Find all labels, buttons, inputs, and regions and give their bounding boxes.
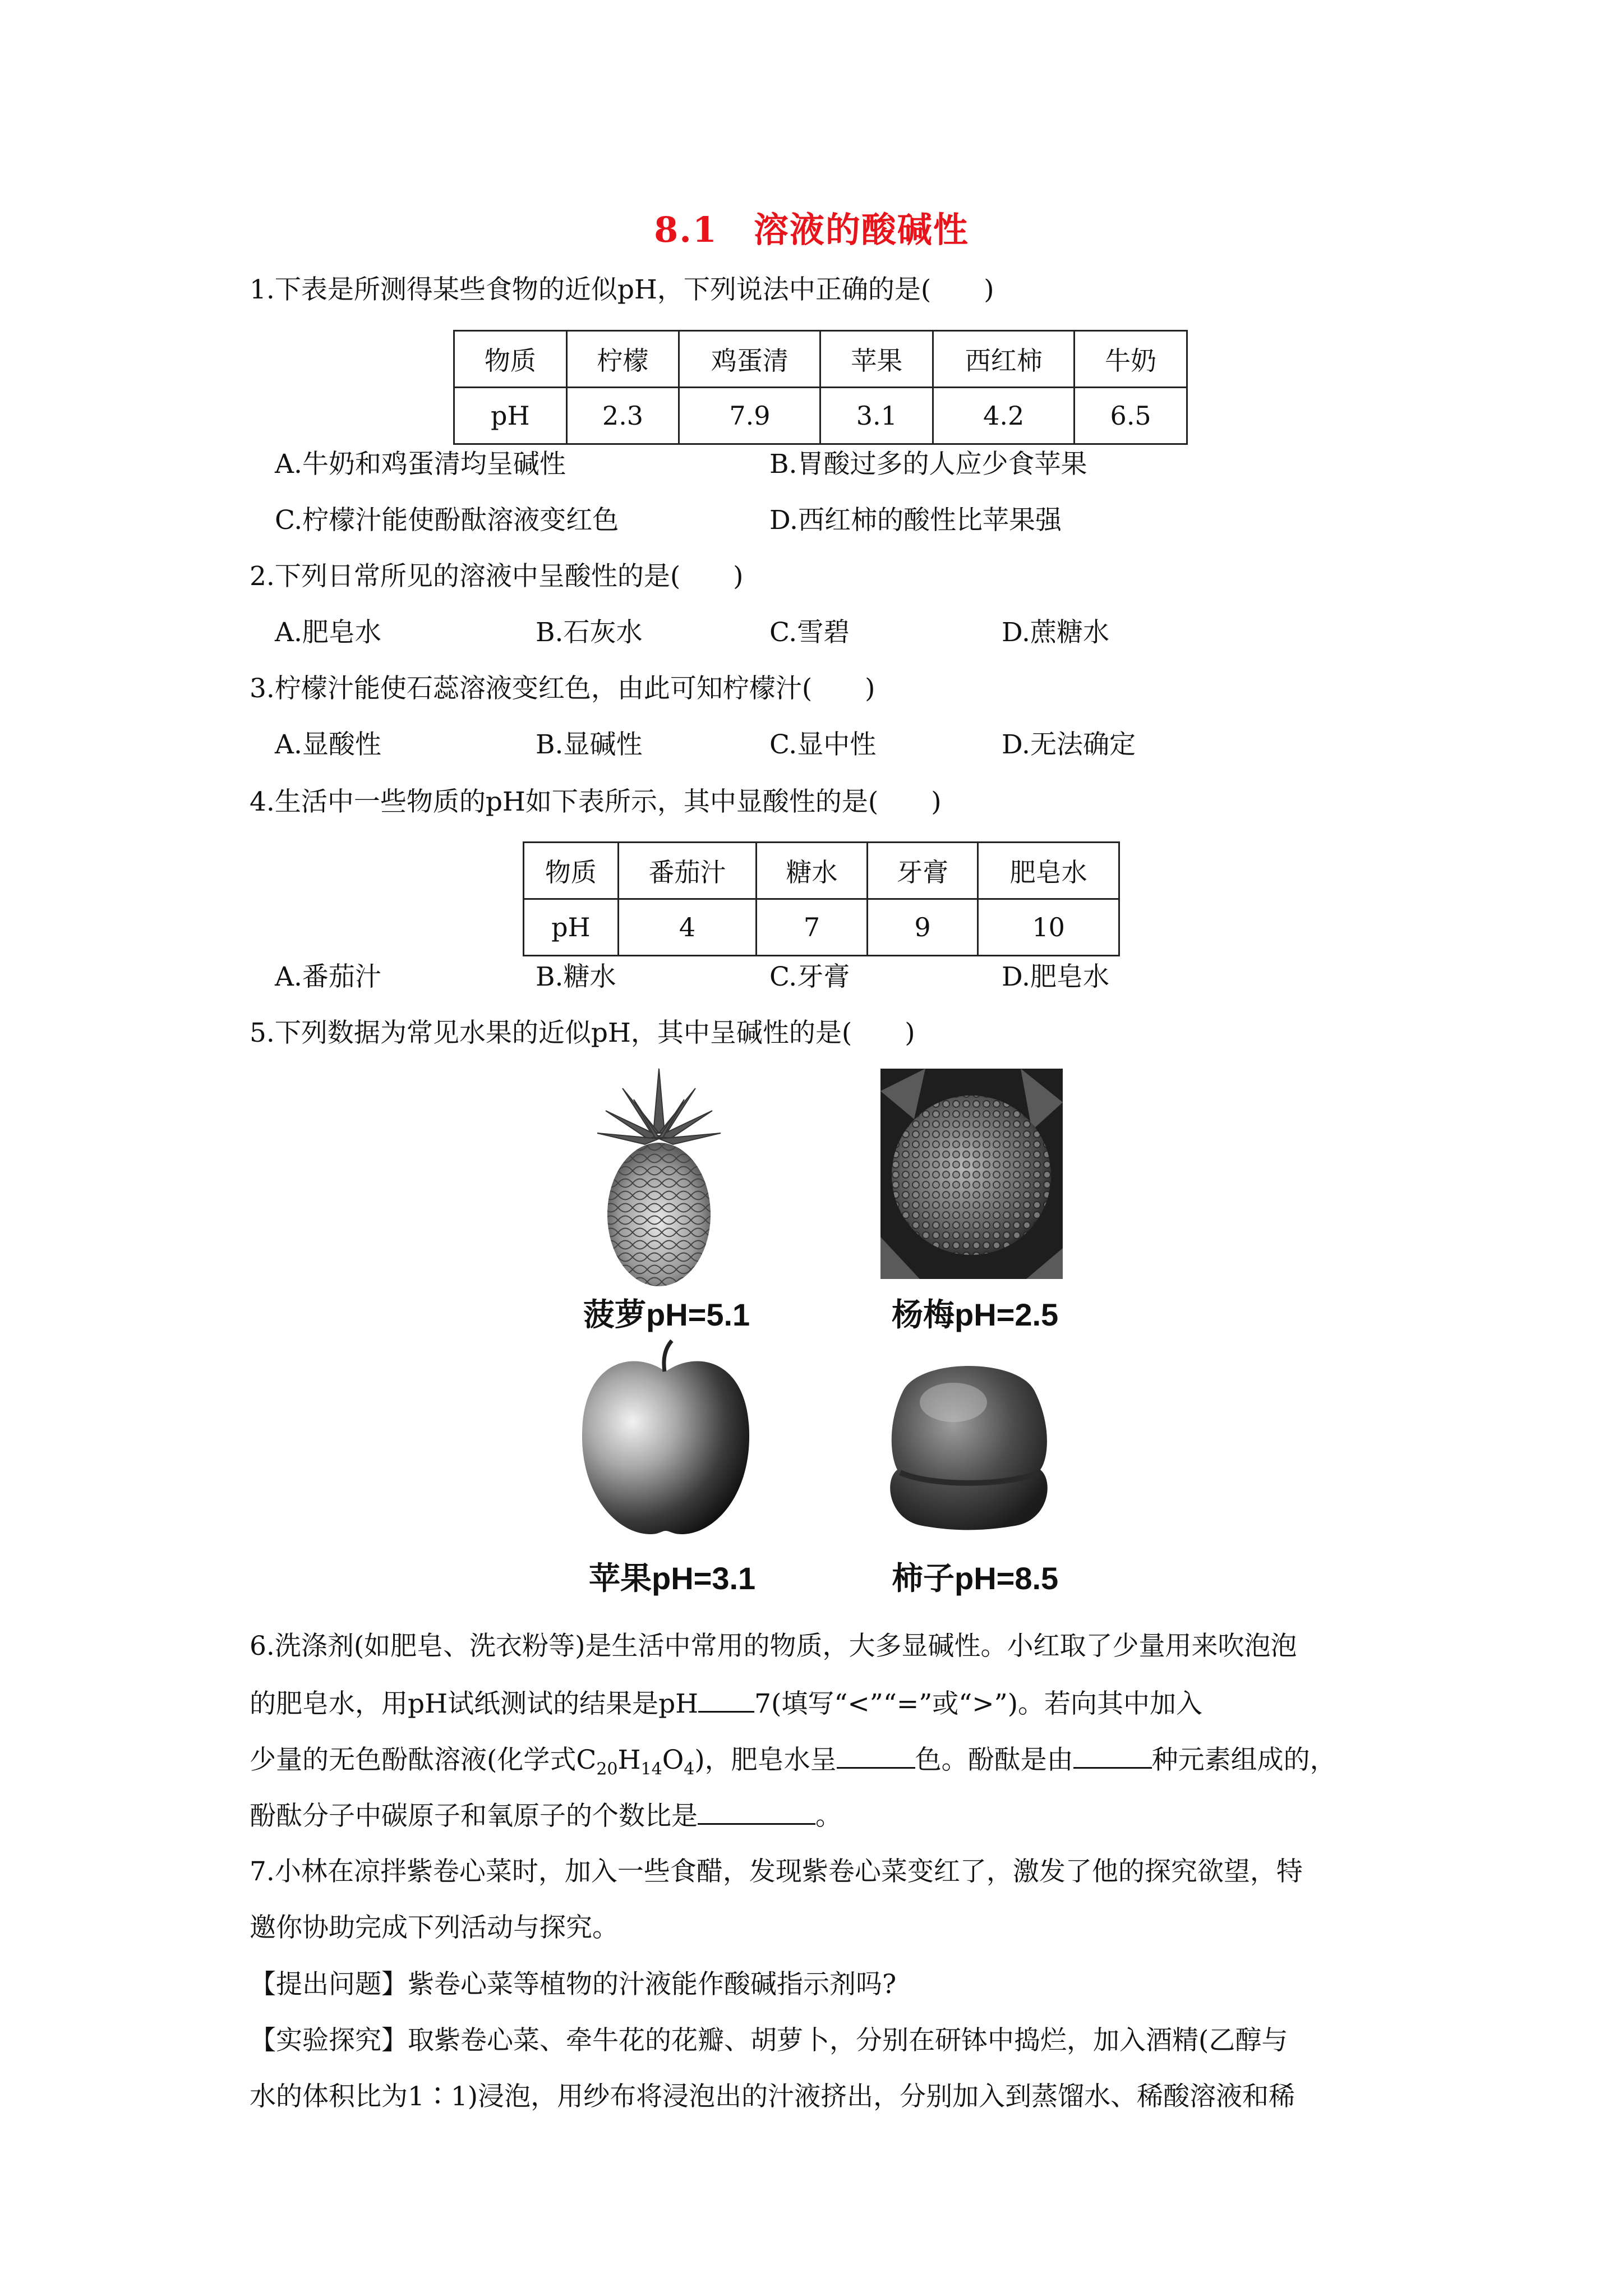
q6-text: 色。酚酞是由 [915, 1745, 1073, 1775]
table-row [524, 899, 1119, 956]
q6-text: H [617, 1745, 641, 1775]
apple-label: 苹果pH=3.1 [589, 1561, 756, 1596]
table-cell: 番茄汁 [618, 843, 756, 899]
persimmon-label: 柿子pH=8.5 [892, 1561, 1059, 1596]
table-row [454, 388, 1187, 444]
table-row [454, 331, 1187, 388]
table-cell: pH [524, 899, 619, 956]
q2-option-d[interactable]: D.蔗糖水 [1002, 617, 1109, 648]
q6-text: 7(填写“<”“=”或“>”)。若向其中加入 [754, 1688, 1203, 1719]
table-cell: 牙膏 [867, 843, 978, 899]
q3-option-c[interactable]: C.显中性 [769, 729, 877, 760]
bayberry-image [880, 1069, 1063, 1279]
q2-option-a[interactable]: A.肥皂水 [275, 617, 381, 648]
table-cell: 3.1 [820, 388, 933, 444]
q3-option-d[interactable]: D.无法确定 [1002, 729, 1136, 760]
q6-text: 酚酞分子中碳原子和氧原子的个数比是 [250, 1801, 698, 1832]
q1-option-c[interactable]: C.柠檬汁能使酚酞溶液变红色 [275, 505, 619, 536]
q1-table [453, 330, 1188, 445]
q6-line-1: 6.洗涤剂(如肥皂、洗衣粉等)是生活中常用的物质，大多显碱性。小红取了少量用来吹泡泡 [250, 1631, 1297, 1662]
q6-text: 少量的无色酚酞溶液(化学式C [250, 1745, 597, 1775]
persimmon-image [880, 1358, 1057, 1531]
q7-line-1: 7.小林在凉拌紫卷心菜时，加入一些食醋，发现紫卷心菜变红了，激发了他的探究欲望，特 [250, 1856, 1303, 1887]
bayberry-label: 杨梅pH=2.5 [892, 1297, 1059, 1332]
q1-option-a[interactable]: A.牛奶和鸡蛋清均呈碱性 [275, 449, 566, 480]
subscript: 4 [684, 1759, 695, 1779]
table-cell: 苹果 [820, 331, 933, 388]
q2-stem: 2.下列日常所见的溶液中呈酸性的是( ) [250, 561, 744, 592]
apple-image [578, 1338, 754, 1537]
table-cell: 牛奶 [1075, 331, 1187, 388]
answer-blank[interactable] [837, 1742, 915, 1769]
table-cell: 7.9 [679, 388, 820, 444]
table-cell: 肥皂水 [978, 843, 1119, 899]
pineapple-label: 菠萝pH=5.1 [583, 1297, 750, 1332]
table-cell: 物质 [454, 331, 567, 388]
table-cell: 10 [978, 899, 1119, 956]
pineapple-image [589, 1066, 729, 1287]
q6-text: )，肥皂水呈 [694, 1745, 837, 1775]
table-cell: pH [454, 388, 567, 444]
q4-option-d[interactable]: D.肥皂水 [1002, 961, 1109, 992]
q7-experiment-line-1: 【实验探究】取紫卷心菜、牵牛花的花瓣、胡萝卜，分别在研钵中捣烂，加入酒精(乙醇与 [250, 2025, 1288, 2056]
q6-text: O [662, 1745, 684, 1775]
q7-question-heading: 【提出问题】紫卷心菜等植物的汁液能作酸碱指示剂吗? [250, 1969, 897, 2000]
q6-text: 。 [815, 1801, 842, 1832]
q4-table [523, 841, 1120, 956]
subscript: 14 [640, 1759, 662, 1779]
table-cell: 物质 [524, 843, 619, 899]
q1-option-d[interactable]: D.西红柿的酸性比苹果强 [769, 505, 1062, 536]
table-cell: 西红柿 [933, 331, 1075, 388]
q4-option-c[interactable]: C.牙膏 [769, 961, 850, 992]
q7-line-2: 邀你协助完成下列活动与探究。 [250, 1912, 619, 1943]
q6-line-3 [250, 1742, 1336, 1786]
answer-blank[interactable] [698, 1798, 815, 1825]
q6-line-4 [250, 1798, 842, 1833]
q3-stem: 3.柠檬汁能使石蕊溶液变红色，由此可知柠檬汁( ) [250, 673, 875, 704]
table-cell: 9 [867, 899, 978, 956]
table-row [524, 843, 1119, 899]
q7-experiment-line-2: 水的体积比为1∶1)浸泡，用纱布将浸泡出的汁液挤出，分别加入到蒸馏水、稀酸溶液和稀 [250, 2081, 1295, 2112]
table-cell: 6.5 [1075, 388, 1187, 444]
q3-option-a[interactable]: A.显酸性 [275, 729, 381, 760]
table-cell: 4.2 [933, 388, 1075, 444]
q6-line-2 [250, 1686, 1202, 1721]
q1-stem: 1.下表是所测得某些食物的近似pH，下列说法中正确的是( ) [250, 274, 994, 305]
q4-option-b[interactable]: B.糖水 [536, 961, 616, 992]
q1-option-b[interactable]: B.胃酸过多的人应少食苹果 [769, 449, 1087, 480]
subscript: 20 [596, 1759, 618, 1779]
table-cell: 糖水 [757, 843, 868, 899]
table-cell: 鸡蛋清 [679, 331, 820, 388]
table-cell: 柠檬 [566, 331, 679, 388]
q6-text: 的肥皂水，用pH试纸测试的结果是pH [250, 1688, 699, 1719]
q2-option-b[interactable]: B.石灰水 [536, 617, 643, 648]
page-title: 8.1 溶液的酸碱性 [654, 209, 969, 250]
q4-stem: 4.生活中一些物质的pH如下表所示，其中显酸性的是( ) [250, 786, 942, 817]
table-cell: 2.3 [566, 388, 679, 444]
answer-blank[interactable] [1073, 1742, 1152, 1769]
q4-option-a[interactable]: A.番茄汁 [275, 961, 381, 992]
q5-stem: 5.下列数据为常见水果的近似pH，其中呈碱性的是( ) [250, 1018, 915, 1048]
q6-text: 种元素组成的， [1151, 1745, 1336, 1775]
q3-option-b[interactable]: B.显碱性 [536, 729, 643, 760]
q2-option-c[interactable]: C.雪碧 [769, 617, 850, 648]
answer-blank[interactable] [698, 1686, 754, 1713]
table-cell: 4 [618, 899, 756, 956]
table-cell: 7 [757, 899, 868, 956]
